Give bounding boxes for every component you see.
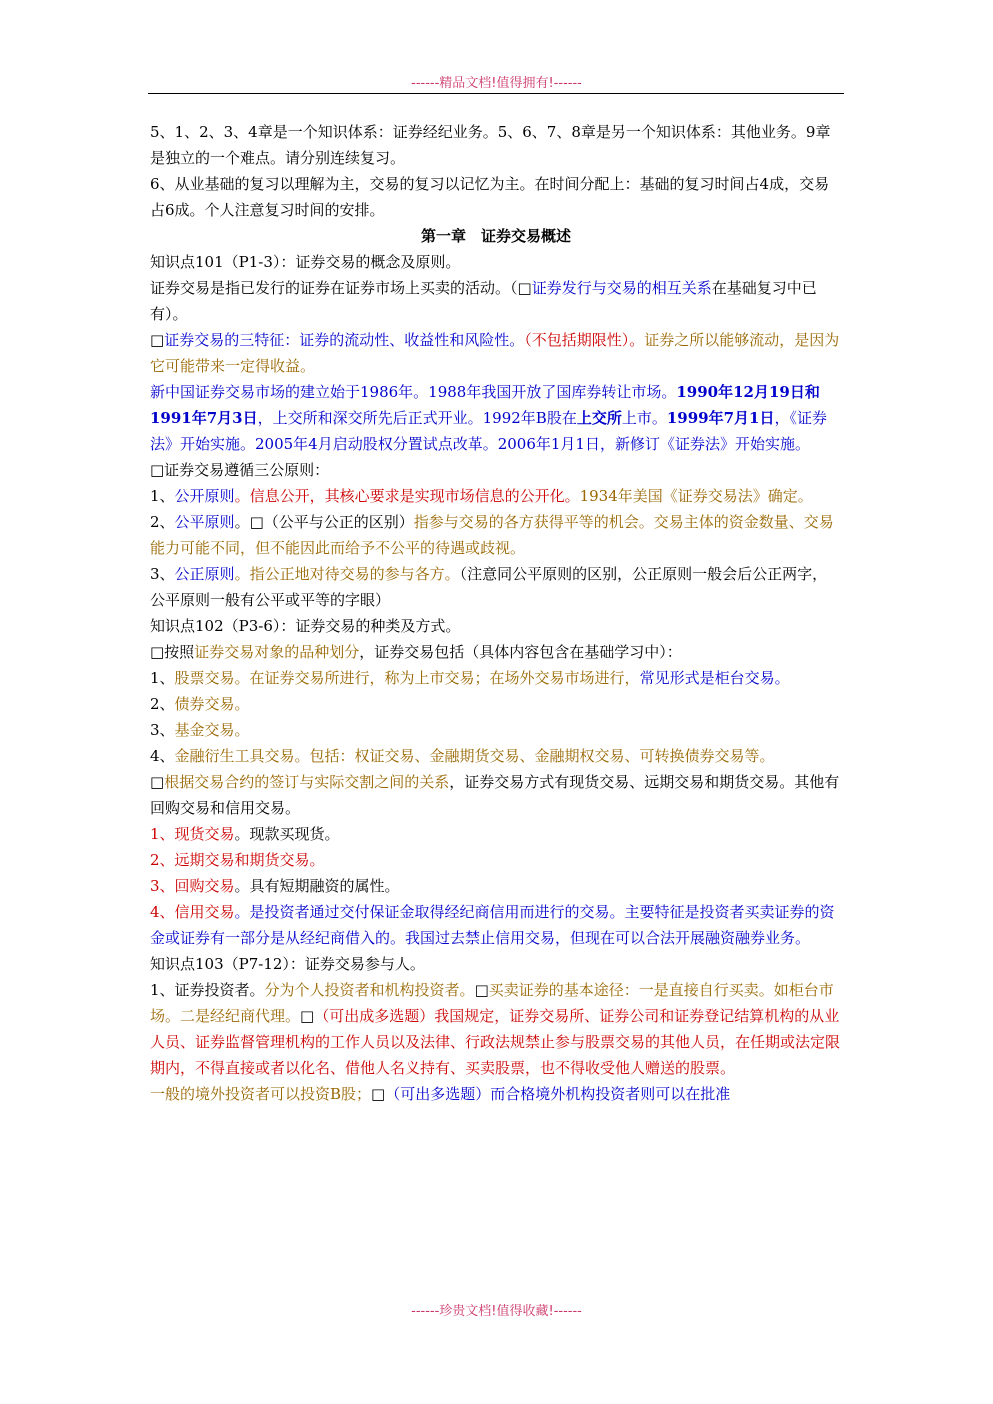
list-item: 3、基金交易。: [150, 721, 250, 739]
list-item: 2、远期交易和期货交易。: [150, 851, 325, 869]
list-item: 1、公开原则。信息公开，其核心要求是实现市场信息的公开化。1934年美国《证券交易法》确定。: [150, 487, 813, 505]
knowledge-point-heading: 知识点102（P3-6）：证券交易的种类及方式。: [150, 617, 461, 635]
paragraph: □证券交易的三特征：证券的流动性、收益性和风险性。（不包括期限性）。证券之所以能够流动，是因为它可能带来一定得收益。: [150, 331, 840, 375]
list-item: 4、信用交易。是投资者通过交付保证金取得经纪商信用而进行的交易。主要特征是投资者买卖证券的资金或证券有一部分是从经纪商借入的。我国过去禁止信用交易，但现在可以合法开展融资融券业务。: [150, 903, 835, 947]
list-item: 4、金融衍生工具交易。包括：权证交易、金融期货交易、金融期权交易、可转换债券交易等。: [150, 747, 775, 765]
paragraph: 新中国证券交易市场的建立始于1986年。1988年我国开放了国库券转让市场。1990年12月19日和1991年7月3日，上交所和深交所先后正式开业。1992年B股在上交所上市。1999年7月1日，《证券法》开始实施。2005年4月启动股权分置试点改革。2006年1月1日，新修订《证券法》开始实施。: [150, 383, 827, 453]
knowledge-point-heading: 知识点103（P7-12）：证券交易参与人。: [150, 955, 425, 973]
header-divider: [148, 93, 844, 94]
list-item: 3、回购交易。具有短期融资的属性。: [150, 877, 400, 895]
paragraph: 证券交易是指已发行的证券在证券市场上买卖的活动。（□证券发行与交易的相互关系在基础复习中已有）。: [150, 279, 817, 323]
chapter-title: 第一章 证券交易概述: [420, 227, 571, 245]
list-item: 1、证券投资者。分为个人投资者和机构投资者。□买卖证券的基本途径：一是直接自行买卖。如柜台市场。二是经纪商代理。□（可出成多选题）我国规定，证券交易所、证券公司和证券登记结算机构的从业人员、证券监督管理机构的工作人员以及法律、行政法规禁止参与股票交易的其他人员，在任期或法定限期内，不得直接或者以化名、借他人名义持有、买卖股票，也不得收受他人赠送的股票。: [150, 981, 841, 1077]
list-item: 1、现货交易。现款买现货。: [150, 825, 340, 843]
paragraph: □证券交易遵循三公原则：: [150, 461, 330, 479]
document-body: [150, 119, 842, 1107]
page-footer: ------珍贵文档!值得收藏!------: [411, 1304, 582, 1319]
paragraph: 5、1、2、3、4章是一个知识体系：证券经纪业务。5、6、7、8章是另一个知识体系：其他业务。9章是独立的一个难点。请分别连续复习。: [150, 123, 831, 167]
paragraph: □按照证券交易对象的品种划分，证券交易包括（具体内容包含在基础学习中）：: [150, 643, 682, 661]
list-item: 2、债券交易。: [150, 695, 250, 713]
page-header: ------精品文档!值得拥有!------: [411, 76, 582, 91]
list-item: 2、公平原则。□（公平与公正的区别）指参与交易的各方获得平等的机会。交易主体的资金数量、交易能力可能不同，但不能因此而给予不公平的待遇或歧视。: [150, 513, 834, 557]
paragraph: 一般的境外投资者可以投资B股；□（可出多选题）而合格境外机构投资者则可以在批准: [150, 1085, 731, 1103]
paragraph: 6、从业基础的复习以理解为主，交易的复习以记忆为主。在时间分配上：基础的复习时间占4成，交易占6成。个人注意复习时间的安排。: [150, 175, 830, 219]
knowledge-point-heading: 知识点101（P1-3）：证券交易的概念及原则。: [150, 253, 461, 271]
list-item: 1、股票交易。在证券交易所进行，称为上市交易；在场外交易市场进行，常见形式是柜台交易。: [150, 669, 790, 687]
paragraph: □根据交易合约的签订与实际交割之间的关系，证券交易方式有现货交易、远期交易和期货交易。其他有回购交易和信用交易。: [150, 773, 840, 817]
list-item: 3、公正原则。指公正地对待交易的参与各方。（注意同公平原则的区别，公正原则一般会后公正两字，公平原则一般有公平或平等的字眼）: [150, 565, 828, 609]
